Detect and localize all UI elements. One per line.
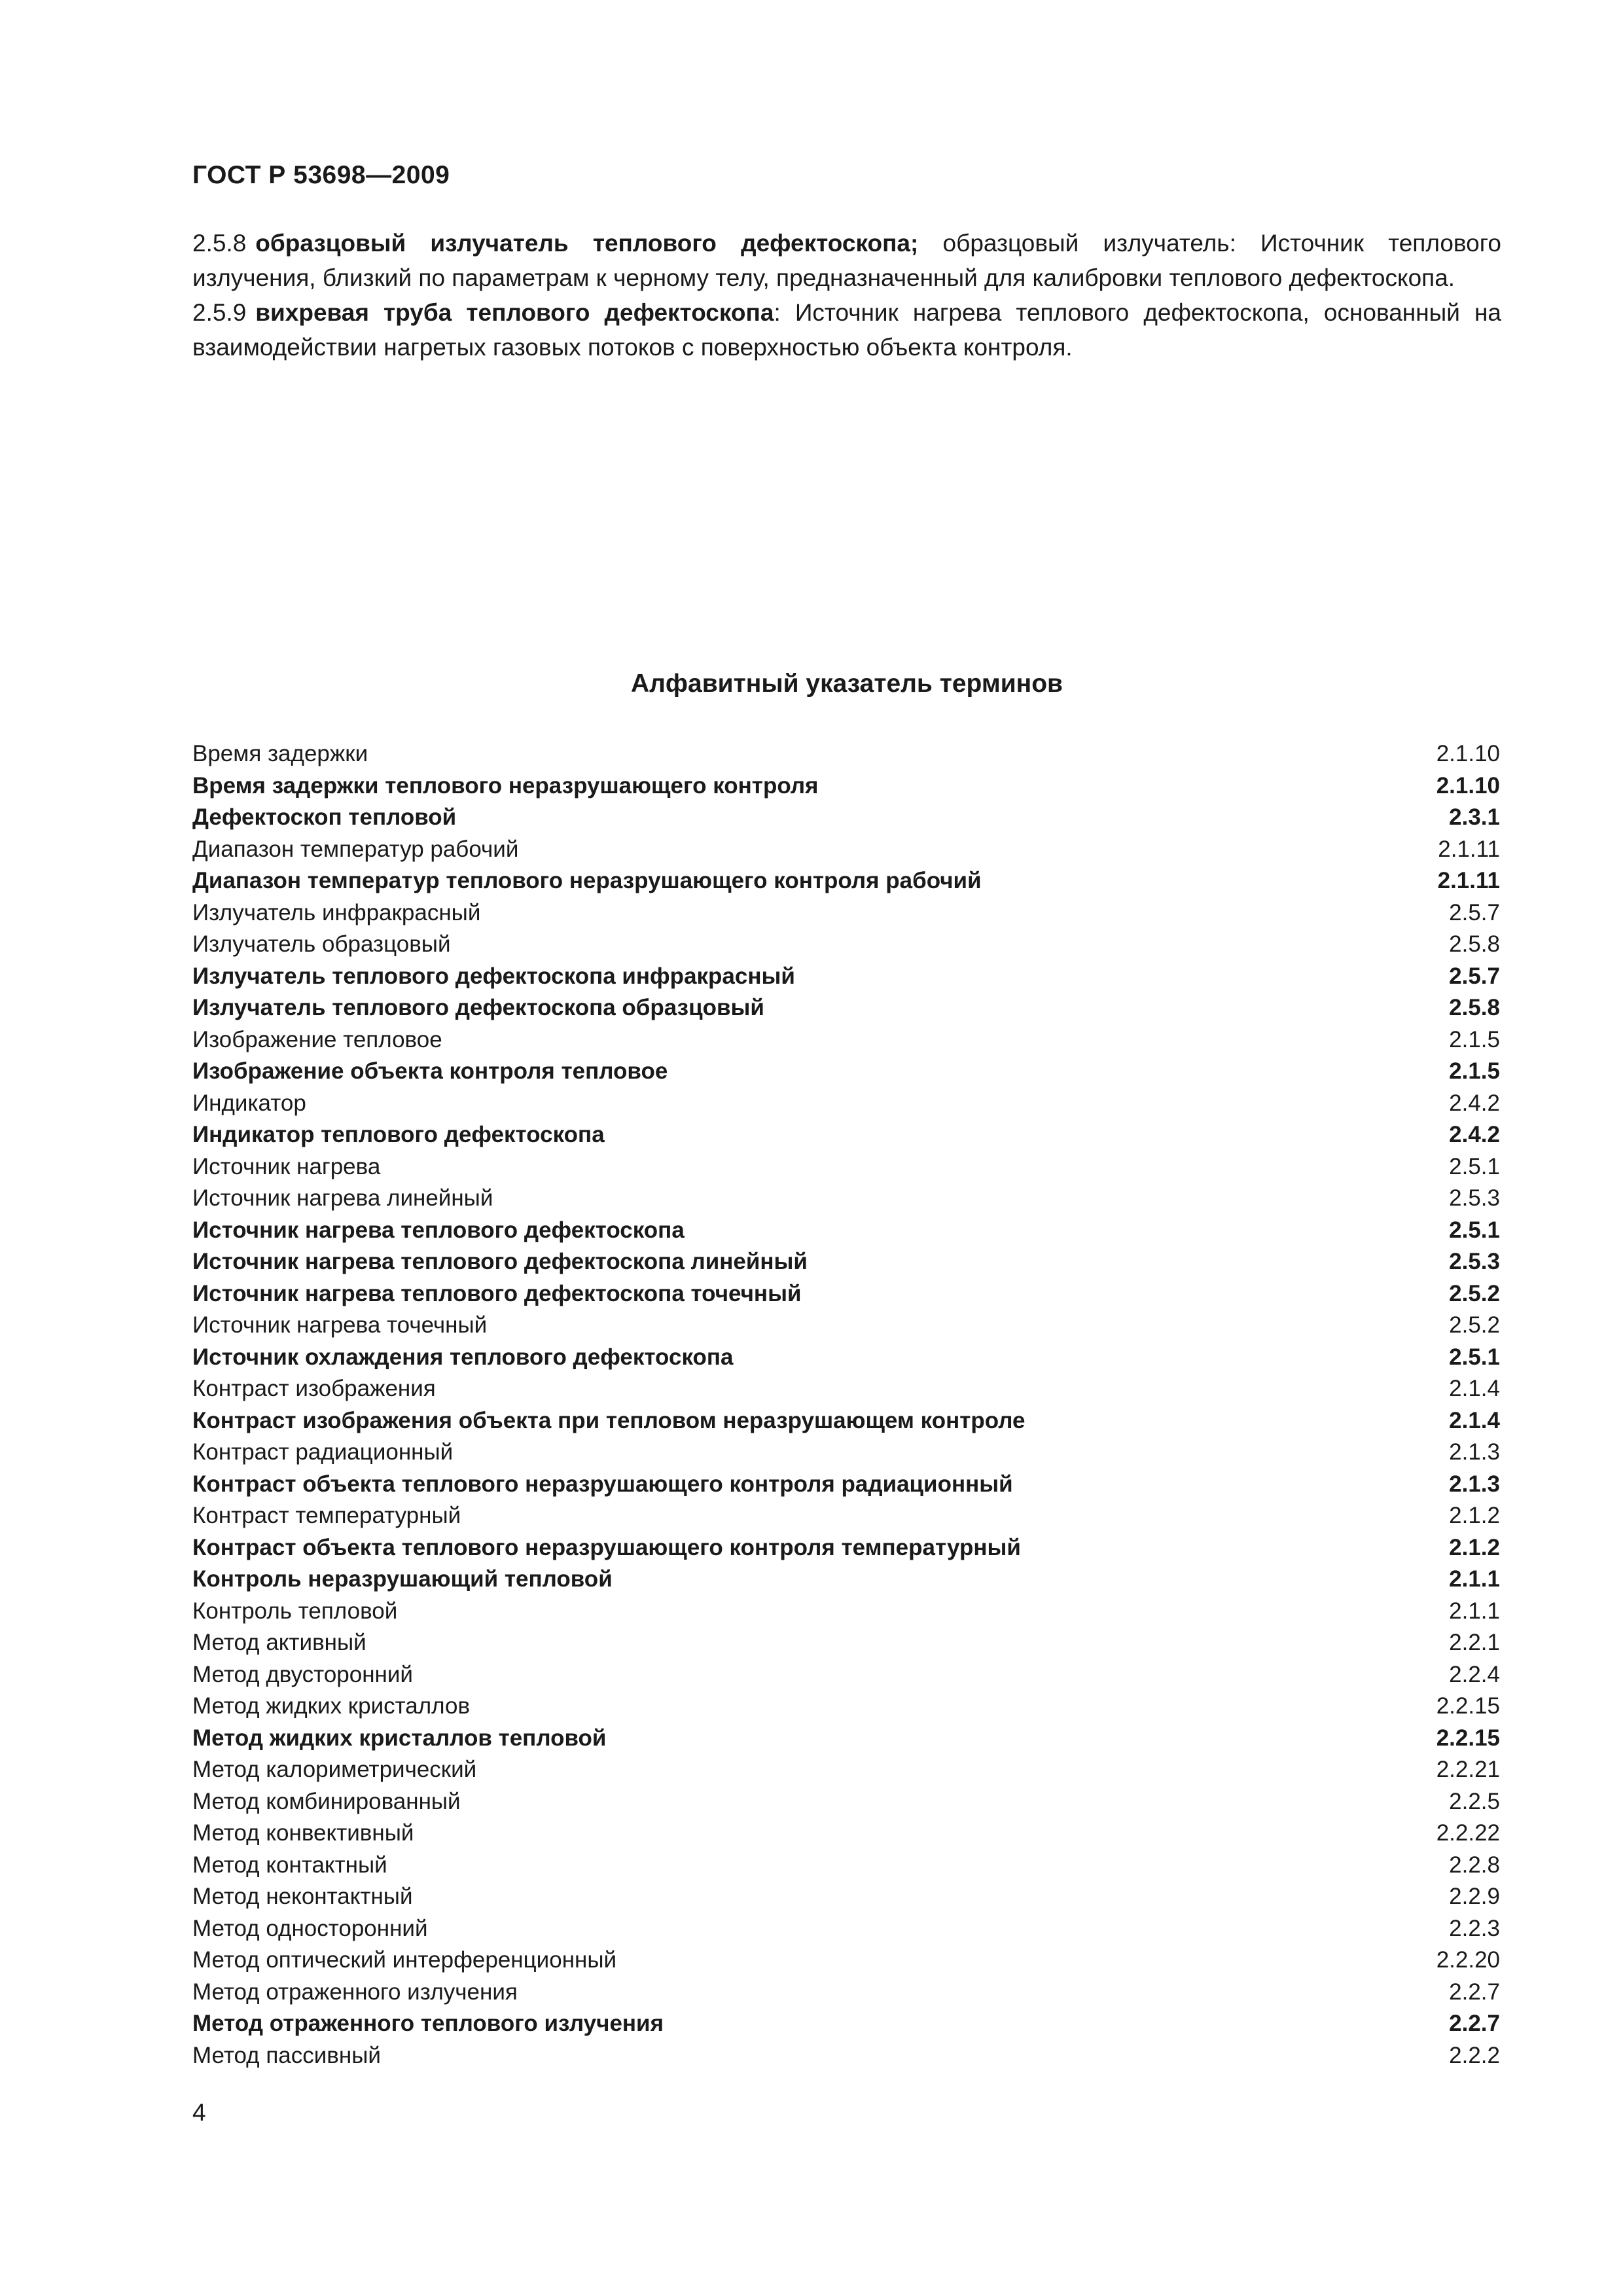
index-term: Метод жидких кристаллов тепловой bbox=[192, 1725, 607, 1751]
index-ref: 2.1.2 bbox=[1449, 1503, 1500, 1528]
index-term: Контраст объекта теплового неразрушающего контроля температурный bbox=[192, 1534, 1021, 1560]
index-term: Метод активный bbox=[192, 1630, 366, 1655]
index-ref: 2.5.2 bbox=[1449, 1280, 1500, 1306]
index-ref: 2.5.2 bbox=[1449, 1312, 1500, 1338]
index-entry bbox=[192, 1754, 1500, 1786]
index-ref: 2.1.2 bbox=[1449, 1534, 1500, 1560]
index-term: Источник нагрева точечный bbox=[192, 1312, 488, 1338]
index-entry bbox=[192, 1977, 1500, 2009]
index-term: Метод отраженного излучения bbox=[192, 1979, 518, 2005]
index-term: Источник нагрева теплового дефектоскопа линейный bbox=[192, 1249, 808, 1274]
index-ref: 2.2.1 bbox=[1449, 1630, 1500, 1655]
index-term: Диапазон температур теплового неразрушающего контроля рабочий bbox=[192, 868, 982, 893]
index-entry bbox=[192, 1532, 1500, 1564]
index-entry bbox=[192, 1469, 1500, 1501]
index-ref: 2.2.20 bbox=[1436, 1947, 1500, 1973]
index-ref: 2.5.8 bbox=[1449, 995, 1500, 1020]
index-term: Контраст температурный bbox=[192, 1503, 461, 1528]
definition-number: 2.5.9 bbox=[192, 299, 247, 326]
index-ref: 2.2.7 bbox=[1449, 1979, 1500, 2005]
definition-term: вихревая труба теплового дефектоскопа bbox=[255, 299, 774, 326]
index-term: Изображение объекта контроля тепловое bbox=[192, 1058, 668, 1084]
index-entry bbox=[192, 1850, 1500, 1882]
index-title: Алфавитный указатель терминов bbox=[630, 670, 1063, 698]
index-term: Метод оптический интерференционный bbox=[192, 1947, 617, 1973]
document-header: ГОСТ Р 53698—2009 bbox=[192, 161, 450, 189]
index-ref: 2.2.22 bbox=[1436, 1820, 1500, 1846]
index-entry bbox=[192, 1659, 1500, 1691]
index-term: Излучатель инфракрасный bbox=[192, 899, 481, 925]
index-entry bbox=[192, 1723, 1500, 1755]
definition-text: образцовый излучатель: Источник теплового излучения, близкий по параметрам к черному телу, предназначенный для калибровки теплового дефектоскопа. bbox=[192, 230, 1502, 291]
index-term: Излучатель теплового дефектоскопа инфракрасный bbox=[192, 963, 795, 989]
index-term: Индикатор теплового дефектоскопа bbox=[192, 1122, 605, 1147]
index-entry bbox=[192, 770, 1500, 802]
index-term: Источник нагрева bbox=[192, 1153, 381, 1179]
definition-text: : Источник нагрева теплового дефектоскопа, основанный на взаимодействии нагретых газовых потоков с поверхностью объекта контроля. bbox=[192, 299, 1502, 361]
index-term: Время задержки теплового неразрушающего контроля bbox=[192, 772, 819, 798]
index-term: Излучатель теплового дефектоскопа образцовый bbox=[192, 995, 764, 1020]
index-entry bbox=[192, 2040, 1500, 2072]
index-term: Контроль тепловой bbox=[192, 1598, 398, 1624]
index-entry bbox=[192, 1119, 1500, 1151]
index-term: Метод пассивный bbox=[192, 2042, 381, 2068]
index-term: Контраст радиационный bbox=[192, 1439, 454, 1465]
index-ref: 2.1.3 bbox=[1449, 1471, 1500, 1497]
index-term: Источник охлаждения теплового дефектоскопа bbox=[192, 1344, 734, 1370]
index-entry bbox=[192, 1151, 1500, 1183]
index-term: Излучатель образцовый bbox=[192, 931, 451, 957]
index-term: Метод калориметрический bbox=[192, 1757, 477, 1782]
index-term: Контраст объекта теплового неразрушающего контроля радиационный bbox=[192, 1471, 1013, 1497]
index-ref: 2.5.1 bbox=[1449, 1217, 1500, 1243]
index-entry bbox=[192, 1564, 1500, 1596]
definitions-section bbox=[192, 226, 1501, 365]
index-term: Время задержки bbox=[192, 741, 368, 766]
index-ref: 2.1.4 bbox=[1449, 1376, 1500, 1401]
index-term: Индикатор bbox=[192, 1090, 306, 1116]
index-term: Метод комбинированный bbox=[192, 1788, 461, 1814]
index-entry bbox=[192, 1183, 1500, 1215]
index-ref: 2.5.1 bbox=[1449, 1344, 1500, 1370]
index-term: Диапазон температур рабочий bbox=[192, 836, 519, 862]
index-entry bbox=[192, 1818, 1500, 1850]
definition-item bbox=[192, 226, 1501, 295]
index-entry bbox=[192, 1627, 1500, 1659]
index-entry bbox=[192, 1056, 1500, 1088]
index-term: Метод конвективный bbox=[192, 1820, 414, 1846]
index-entry bbox=[192, 2008, 1500, 2040]
index-term: Метод отраженного теплового излучения bbox=[192, 2011, 664, 2036]
index-entry bbox=[192, 1215, 1500, 1247]
index-entry bbox=[192, 1310, 1500, 1342]
index-ref: 2.1.5 bbox=[1449, 1026, 1500, 1052]
index-ref: 2.2.21 bbox=[1436, 1757, 1500, 1782]
index-entry bbox=[192, 1913, 1500, 1945]
index-entry bbox=[192, 1024, 1500, 1056]
index-term: Метод двусторонний bbox=[192, 1661, 413, 1687]
index-ref: 2.5.7 bbox=[1449, 963, 1500, 989]
index-entry bbox=[192, 738, 1500, 770]
page-number: 4 bbox=[192, 2099, 206, 2126]
index-entry bbox=[192, 1945, 1500, 1977]
index-term: Метод односторонний bbox=[192, 1915, 428, 1941]
index-term: Контраст изображения объекта при тепловом неразрушающем контроле bbox=[192, 1407, 1026, 1433]
index-entry bbox=[192, 992, 1500, 1024]
index-ref: 2.1.1 bbox=[1449, 1566, 1500, 1592]
index-ref: 2.1.10 bbox=[1436, 772, 1500, 798]
index-entry bbox=[192, 802, 1500, 834]
index-ref: 2.1.3 bbox=[1449, 1439, 1500, 1465]
index-entry bbox=[192, 1373, 1500, 1405]
index-term: Дефектоскоп тепловой bbox=[192, 804, 457, 830]
index-term: Контроль неразрушающий тепловой bbox=[192, 1566, 613, 1592]
index-entry bbox=[192, 897, 1500, 929]
index-ref: 2.5.3 bbox=[1449, 1185, 1500, 1211]
term-index-list bbox=[192, 738, 1500, 2072]
index-ref: 2.4.2 bbox=[1449, 1122, 1500, 1147]
index-term: Метод неконтактный bbox=[192, 1884, 413, 1909]
index-entry bbox=[192, 1405, 1500, 1437]
index-ref: 2.1.11 bbox=[1438, 836, 1500, 862]
index-entry bbox=[192, 1437, 1500, 1469]
index-term: Изображение тепловое bbox=[192, 1026, 442, 1052]
index-ref: 2.4.2 bbox=[1449, 1090, 1500, 1116]
index-entry bbox=[192, 1342, 1500, 1374]
index-ref: 2.1.4 bbox=[1449, 1407, 1500, 1433]
index-ref: 2.5.7 bbox=[1449, 899, 1500, 925]
index-term: Метод жидких кристаллов bbox=[192, 1693, 471, 1719]
index-entry bbox=[192, 1596, 1500, 1628]
index-ref: 2.3.1 bbox=[1449, 804, 1500, 830]
definition-number: 2.5.8 bbox=[192, 230, 247, 257]
index-entry bbox=[192, 1786, 1500, 1818]
index-term: Контраст изображения bbox=[192, 1376, 436, 1401]
index-entry bbox=[192, 865, 1500, 897]
definition-item bbox=[192, 295, 1501, 365]
index-term: Источник нагрева теплового дефектоскопа bbox=[192, 1217, 685, 1243]
index-entry bbox=[192, 961, 1500, 993]
index-ref: 2.2.2 bbox=[1449, 2042, 1500, 2068]
index-entry bbox=[192, 929, 1500, 961]
index-ref: 2.1.5 bbox=[1449, 1058, 1500, 1084]
index-ref: 2.1.1 bbox=[1449, 1598, 1500, 1624]
index-ref: 2.5.8 bbox=[1449, 931, 1500, 957]
index-ref: 2.1.10 bbox=[1436, 741, 1500, 766]
index-ref: 2.2.5 bbox=[1449, 1788, 1500, 1814]
index-term: Источник нагрева линейный bbox=[192, 1185, 493, 1211]
index-ref: 2.2.3 bbox=[1449, 1915, 1500, 1941]
index-ref: 2.2.4 bbox=[1449, 1661, 1500, 1687]
index-ref: 2.1.11 bbox=[1437, 868, 1500, 893]
index-entry bbox=[192, 1881, 1500, 1913]
index-entry bbox=[192, 834, 1500, 866]
index-ref: 2.2.15 bbox=[1436, 1693, 1500, 1719]
index-entry bbox=[192, 1500, 1500, 1532]
index-term: Источник нагрева теплового дефектоскопа точечный bbox=[192, 1280, 802, 1306]
index-ref: 2.2.7 bbox=[1449, 2011, 1500, 2036]
definition-term: образцовый излучатель теплового дефектоскопа; bbox=[255, 230, 919, 257]
index-entry bbox=[192, 1246, 1500, 1278]
index-ref: 2.2.9 bbox=[1449, 1884, 1500, 1909]
index-ref: 2.2.15 bbox=[1436, 1725, 1500, 1751]
index-entry bbox=[192, 1278, 1500, 1310]
index-entry bbox=[192, 1088, 1500, 1120]
index-ref: 2.5.3 bbox=[1449, 1249, 1500, 1274]
index-ref: 2.5.1 bbox=[1449, 1153, 1500, 1179]
index-entry bbox=[192, 1691, 1500, 1723]
index-ref: 2.2.8 bbox=[1449, 1852, 1500, 1878]
index-term: Метод контактный bbox=[192, 1852, 387, 1878]
